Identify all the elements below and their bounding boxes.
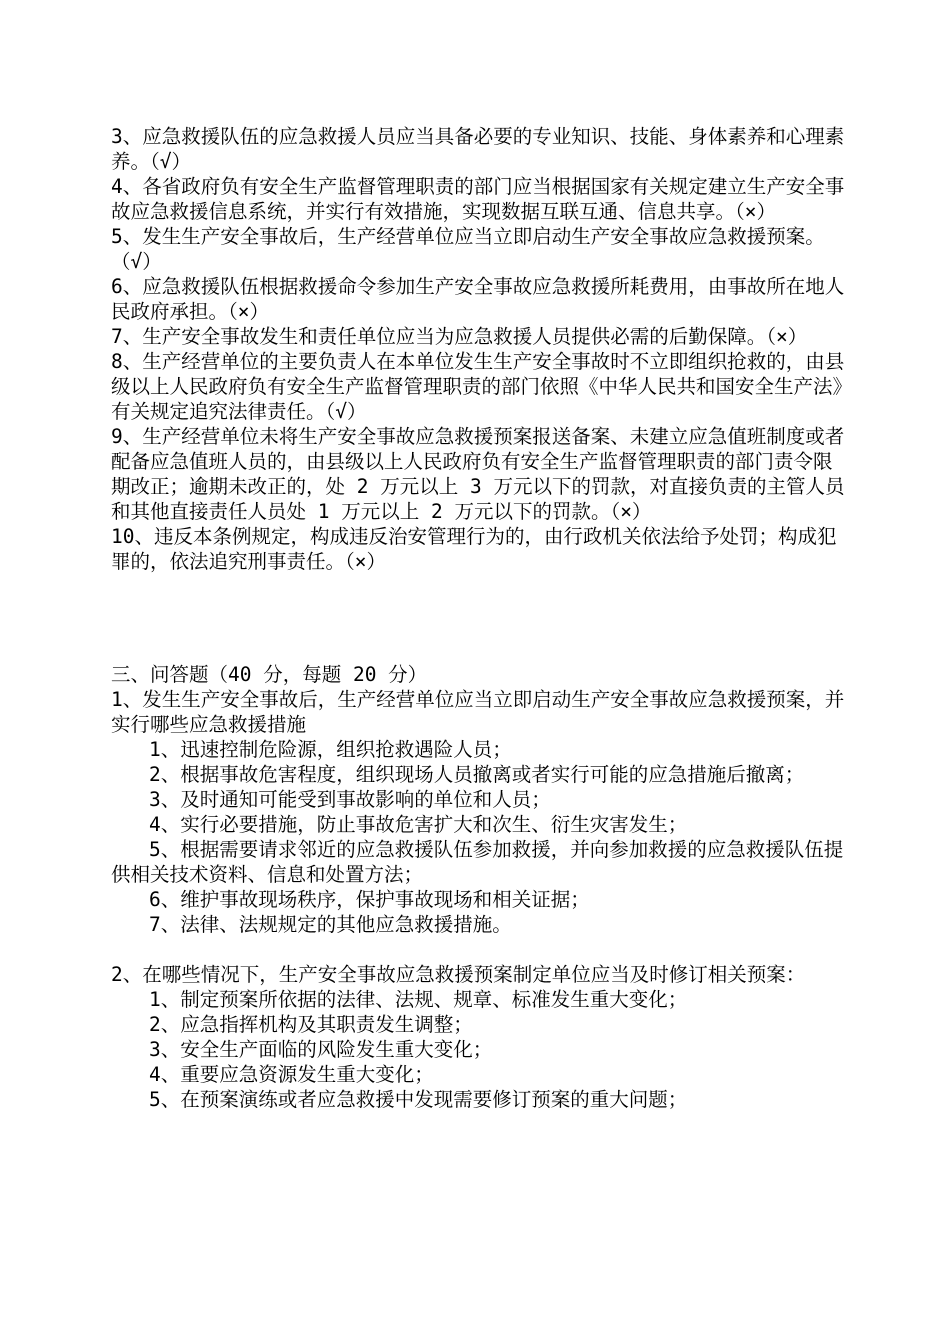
- answer-2-3: 3、安全生产面临的风险发生重大变化；: [149, 1038, 493, 1061]
- judgment-item-6: 6、应急救援队伍根据救援命令参加生产安全事故应急救援所耗费用，由事故所在地人民政府承担。（×）: [111, 275, 845, 323]
- answer-1-3: 3、及时通知可能受到事故影响的单位和人员；: [149, 788, 551, 811]
- answer-1-5: 5、根据需要请求邻近的应急救援队伍参加救援，并向参加救援的应急救援队伍提供相关技术资料、信息和处置方法；: [111, 838, 844, 886]
- answer-1-1: 1、迅速控制危险源，组织抢救遇险人员；: [149, 738, 512, 761]
- judgment-item-4: 4、各省政府负有安全生产监督管理职责的部门应当根据国家有关规定建立生产安全事故应急救援信息系统，并实行有效措施，实现数据互联互通、信息共享。（×）: [111, 175, 845, 223]
- judgment-item-3: 3、应急救援队伍的应急救援人员应当具备必要的专业知识、技能、身体素养和心理素养。（√）: [111, 125, 845, 173]
- document-page: [111, 124, 851, 1112]
- judgment-item-7: 7、生产安全事故发生和责任单位应当为应急救援人员提供必需的后勤保障。（×）: [111, 325, 808, 348]
- question-spacer: [111, 937, 851, 962]
- answer-2-4: 4、重要应急资源发生重大变化；: [149, 1063, 434, 1086]
- judgment-item-8: 8、生产经营单位的主要负责人在本单位发生生产安全事故时不立即组织抢救的，由县级以上人民政府负有安全生产监督管理职责的部门依照《中华人民共和国安全生产法》有关规定追究法律责任。（√）: [111, 350, 845, 423]
- section-spacer: [111, 574, 851, 662]
- section-heading: 三、问答题（40 分，每题 20 分）: [111, 663, 428, 686]
- answer-1-7: 7、法律、法规规定的其他应急救援措施。: [149, 913, 512, 936]
- answer-1-6: 6、维护事故现场秩序，保护事故现场和相关证据；: [149, 888, 590, 911]
- answer-1-2: 2、根据事故危害程度，组织现场人员撤离或者实行可能的应急措施后撤离；: [149, 763, 805, 786]
- answer-2-2: 2、应急指挥机构及其职责发生调整；: [149, 1013, 473, 1036]
- qa-section: [111, 662, 851, 1112]
- judgment-item-5: 5、发生生产安全事故后，生产经营单位应当立即启动生产安全事故应急救援预案。（√）: [111, 225, 825, 273]
- answer-1-4: 4、实行必要措施，防止事故危害扩大和次生、衍生灾害发生；: [149, 813, 688, 836]
- question-1: 1、发生生产安全事故后，生产经营单位应当立即启动生产安全事故应急救援预案，并实行哪些应急救援措施: [111, 688, 845, 736]
- judgment-item-9: 9、生产经营单位未将生产安全事故应急救援预案报送备案、未建立应急值班制度或者配备应急值班人员的，由县级以上人民政府负有安全生产监督管理职责的部门责令限期改正；逾期未改正的，处 2 万元以上 3 万元以下的罚款，对直接负责的主管人员和其他直接责任人员处 1 万元以上 2 万元以下的罚款。（×）: [111, 425, 845, 523]
- answer-2-5: 5、在预案演练或者应急救援中发现需要修订预案的重大问题；: [149, 1088, 688, 1111]
- judgment-item-10: 10、违反本条例规定，构成违反治安管理行为的，由行政机关依法给予处罚；构成犯罪的，依法追究刑事责任。（×）: [111, 525, 837, 573]
- answer-2-1: 1、制定预案所依据的法律、法规、规章、标准发生重大变化；: [149, 988, 688, 1011]
- question-2: 2、在哪些情况下，生产安全事故应急救援预案制定单位应当及时修订相关预案：: [111, 963, 806, 986]
- judgment-section: [111, 124, 851, 574]
